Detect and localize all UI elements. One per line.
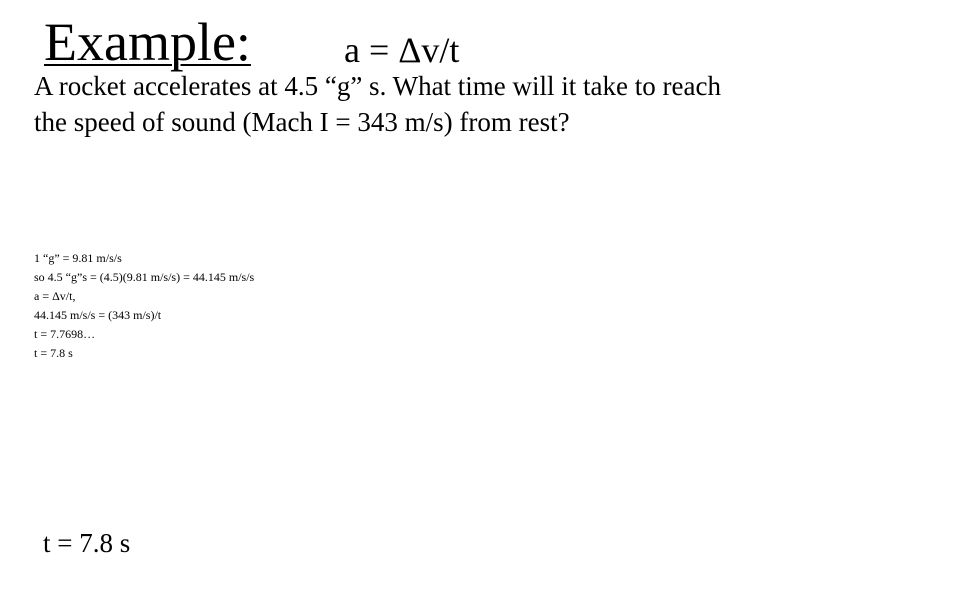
work-line: so 4.5 “g”s = (4.5)(9.81 m/s/s) = 44.145 m/s/s: [34, 270, 255, 284]
work-line: t = 7.7698…: [34, 327, 96, 341]
work-line: 1 “g” = 9.81 m/s/s: [34, 251, 122, 265]
final-answer: t = 7.8 s: [43, 528, 131, 558]
formula: a = Δv/t: [344, 30, 460, 70]
problem-statement: [34, 68, 914, 140]
problem-line: the speed of sound (Mach I = 343 m/s) from rest?: [34, 107, 570, 137]
solution-work: [34, 249, 254, 363]
work-line: a = Δv/t,: [34, 289, 76, 303]
work-line: t = 7.8 s: [34, 346, 73, 360]
slide-title: Example:: [44, 12, 251, 72]
problem-line: A rocket accelerates at 4.5 “g” s. What time will it take to reach: [34, 71, 721, 101]
work-line: 44.145 m/s/s = (343 m/s)/t: [34, 308, 162, 322]
